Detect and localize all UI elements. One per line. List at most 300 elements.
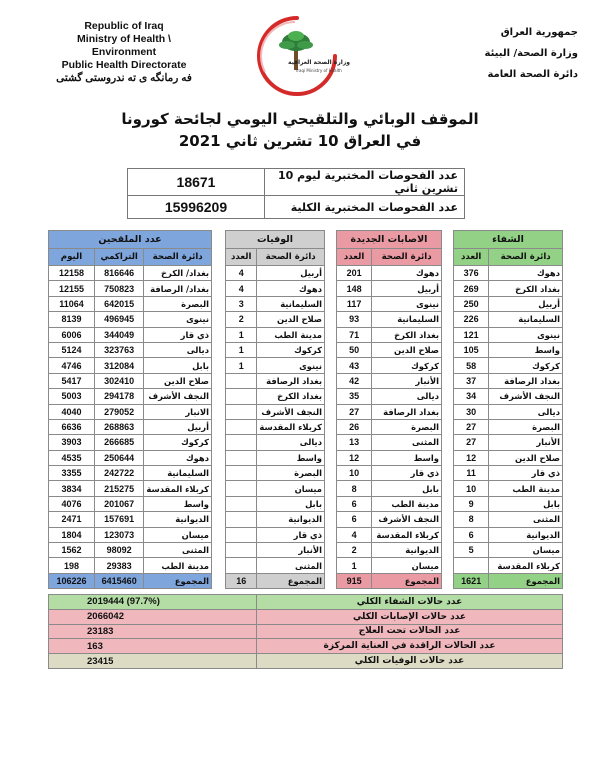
table-row xyxy=(337,266,442,281)
table-row xyxy=(337,435,442,450)
table-row xyxy=(226,435,325,450)
table-row xyxy=(337,404,442,419)
vaccinated-dept-cell: نينوى xyxy=(144,312,212,327)
table-row xyxy=(337,450,442,465)
col-dept: دائرة الصحة xyxy=(257,249,325,266)
recovered-dept-cell: صلاح الدين xyxy=(489,450,563,465)
table-row xyxy=(49,358,212,373)
new-cases-dept-cell: النجف الأشرف xyxy=(372,512,442,527)
new-cases-total-row xyxy=(337,573,442,588)
vaccinated-cumulative-cell: 250644 xyxy=(94,450,143,465)
recovered-dept-cell: بغداد الكرخ xyxy=(489,281,563,296)
vaccinated-cumulative-cell: 642015 xyxy=(94,296,143,311)
table-row xyxy=(226,404,325,419)
new-cases-dept-cell: مدينة الطب xyxy=(372,496,442,511)
new-cases-count-cell: 35 xyxy=(337,389,372,404)
recovered-count-cell: 37 xyxy=(454,373,489,388)
vaccinated-rows xyxy=(49,266,212,574)
vaccinated-cumulative-cell: 215275 xyxy=(94,481,143,496)
recovered-dept-cell: الأنبار xyxy=(489,435,563,450)
table-row xyxy=(337,342,442,357)
recovered-count-cell: 34 xyxy=(454,389,489,404)
table-row xyxy=(49,296,212,311)
col-dept: دائرة الصحة xyxy=(372,249,442,266)
new-cases-count-cell: 93 xyxy=(337,312,372,327)
table-row xyxy=(454,466,563,481)
recovered-dept-cell: كركوك xyxy=(489,358,563,373)
table-row xyxy=(337,312,442,327)
table-row xyxy=(337,389,442,404)
ministry-logo xyxy=(251,12,351,96)
summary-row-recovered xyxy=(49,595,563,610)
col-count: العدد xyxy=(454,249,489,266)
deaths-count-cell: 3 xyxy=(226,296,257,311)
table-row xyxy=(226,342,325,357)
table-row xyxy=(49,404,212,419)
deaths-count-cell: 1 xyxy=(226,342,257,357)
summary-value: 2066042 xyxy=(49,609,257,624)
new-cases-count-cell: 13 xyxy=(337,435,372,450)
new-cases-dept-cell: نينوى xyxy=(372,296,442,311)
vaccinated-today-cell: 12155 xyxy=(49,281,95,296)
col-dept: دائرة الصحة xyxy=(144,249,212,266)
recovered-dept-cell: البصرة xyxy=(489,419,563,434)
vaccinated-today-cell: 11064 xyxy=(49,296,95,311)
deaths-count-cell xyxy=(226,481,257,496)
header-right-line-1: جمهورية العراق xyxy=(500,27,578,38)
vaccinated-cumulative-cell: 123073 xyxy=(94,527,143,542)
recovered-count-cell: 226 xyxy=(454,312,489,327)
summary-row-cases xyxy=(49,609,563,624)
recovered-count-cell: 5 xyxy=(454,543,489,558)
recovered-dept-cell: بابل xyxy=(489,496,563,511)
table-row xyxy=(226,481,325,496)
deaths-count-cell xyxy=(226,389,257,404)
summary-label: عدد حالات الإصابات الكلي xyxy=(257,609,563,624)
table-row xyxy=(337,543,442,558)
table-row xyxy=(226,312,325,327)
new-cases-count-cell: 4 xyxy=(337,527,372,542)
recovered-count-cell: 58 xyxy=(454,358,489,373)
new-cases-dept-cell: دهوك xyxy=(372,266,442,281)
deaths-dept-cell: السليمانية xyxy=(257,296,325,311)
table-row xyxy=(49,512,212,527)
new-cases-dept-cell: أربيل xyxy=(372,281,442,296)
summary-label: عدد حالات الوفيات الكلي xyxy=(257,654,563,669)
table-row xyxy=(337,419,442,434)
recovered-count-cell: 376 xyxy=(454,266,489,281)
total-tests-value: 15996209 xyxy=(128,196,265,219)
table-row xyxy=(49,496,212,511)
table-row xyxy=(49,281,212,296)
new-cases-dept-cell: كربلاء المقدسة xyxy=(372,527,442,542)
deaths-rows xyxy=(226,266,325,574)
summary-value: 2019444 (97.7%) xyxy=(49,595,257,610)
recovered-count-cell: 8 xyxy=(454,512,489,527)
daily-tests-label: عدد الفحوصات المختبرية ليوم 10 تشرين ثاني xyxy=(265,169,465,196)
vaccinated-dept-cell: دهوك xyxy=(144,450,212,465)
vaccinated-dept-cell: بابل xyxy=(144,358,212,373)
table-row xyxy=(454,527,563,542)
table-row xyxy=(49,435,212,450)
new-cases-count-cell: 10 xyxy=(337,466,372,481)
vaccinated-cumulative-cell: 312084 xyxy=(94,358,143,373)
new-cases-dept-cell: الديوانية xyxy=(372,543,442,558)
recovered-dept-cell: أربيل xyxy=(489,296,563,311)
col-today: اليوم xyxy=(49,249,95,266)
table-row xyxy=(49,543,212,558)
deaths-count-cell: 1 xyxy=(226,327,257,342)
recovered-dept-cell: دهوك xyxy=(489,266,563,281)
vaccinated-today-cell: 3355 xyxy=(49,466,95,481)
recovered-count-cell: 105 xyxy=(454,342,489,357)
table-row xyxy=(454,543,563,558)
vaccinated-dept-cell: الديوانية xyxy=(144,512,212,527)
new-cases-title: الاصابات الجديدة xyxy=(337,231,442,249)
vaccinated-today-cell: 4040 xyxy=(49,404,95,419)
recovered-rows xyxy=(454,266,563,574)
new-cases-dept-cell: المثنى xyxy=(372,435,442,450)
recovered-count-cell: 250 xyxy=(454,296,489,311)
deaths-dept-cell: واسط xyxy=(257,450,325,465)
deaths-dept-cell: كربلاء المقدسة xyxy=(257,419,325,434)
recovered-count-cell: 6 xyxy=(454,527,489,542)
vaccinated-table xyxy=(48,230,212,589)
table-row xyxy=(226,266,325,281)
vaccinated-dept-cell: ميسان xyxy=(144,527,212,542)
deaths-count-cell xyxy=(226,466,257,481)
deaths-total: 16 xyxy=(226,573,257,588)
recovered-dept-cell: نينوى xyxy=(489,327,563,342)
new-cases-total-label: المجموع xyxy=(372,573,442,588)
summary-row-icu xyxy=(49,639,563,654)
recovered-count-cell: 10 xyxy=(454,481,489,496)
summary-table xyxy=(48,594,563,669)
header-left-block xyxy=(44,20,204,85)
vaccinated-dept-cell: ديالى xyxy=(144,342,212,357)
table-row xyxy=(49,481,212,496)
vaccinated-total-row xyxy=(49,573,212,588)
deaths-title: الوفيات xyxy=(226,231,325,249)
deaths-count-cell: 4 xyxy=(226,281,257,296)
new-cases-dept-cell: بغداد الكرخ xyxy=(372,327,442,342)
recovered-dept-cell: ميسان xyxy=(489,543,563,558)
table-row xyxy=(226,558,325,573)
new-cases-count-cell: 201 xyxy=(337,266,372,281)
table-row xyxy=(49,342,212,357)
total-tests-row xyxy=(128,196,465,219)
deaths-count-cell xyxy=(226,512,257,527)
vaccinated-dept-cell: مدينة الطب xyxy=(144,558,212,573)
summary-label: عدد الحالات الراقدة في العناية المركزة xyxy=(257,639,563,654)
vaccinated-title: عدد الملقحين xyxy=(49,231,212,249)
vaccinated-dept-cell: النجف الأشرف xyxy=(144,389,212,404)
new-cases-dept-cell: الأنبار xyxy=(372,373,442,388)
new-cases-dept-cell: السليمانية xyxy=(372,312,442,327)
deaths-count-cell xyxy=(226,419,257,434)
table-row xyxy=(454,512,563,527)
recovered-count-cell: 121 xyxy=(454,327,489,342)
vaccinated-today-cell: 5003 xyxy=(49,389,95,404)
summary-value: 23183 xyxy=(49,624,257,639)
daily-tests-value: 18671 xyxy=(128,169,265,196)
table-row xyxy=(49,327,212,342)
vaccinated-total-cum: 6415460 xyxy=(94,573,143,588)
recovered-total: 1621 xyxy=(454,573,489,588)
recovered-count-cell: 11 xyxy=(454,466,489,481)
vaccinated-dept-cell: ذي قار xyxy=(144,327,212,342)
table-row xyxy=(337,512,442,527)
recovered-dept-cell: ديالى xyxy=(489,404,563,419)
vaccinated-dept-cell: الانبار xyxy=(144,404,212,419)
header-left-line-4: فه رمانگه ى ته ندروستى گشتى xyxy=(56,72,192,84)
recovered-dept-cell: بغداد الرصافة xyxy=(489,373,563,388)
table-row xyxy=(226,358,325,373)
table-row xyxy=(454,435,563,450)
vaccinated-dept-cell: كركوك xyxy=(144,435,212,450)
summary-row-under-treatment xyxy=(49,624,563,639)
summary-label: عدد الحالات تحت العلاج xyxy=(257,624,563,639)
recovered-dept-cell: السليمانية xyxy=(489,312,563,327)
vaccinated-today-cell: 4076 xyxy=(49,496,95,511)
table-row xyxy=(454,281,563,296)
deaths-dept-cell: البصرة xyxy=(257,466,325,481)
recovered-total-row xyxy=(454,573,563,588)
new-cases-dept-cell: البصرة xyxy=(372,419,442,434)
vaccinated-cumulative-cell: 201067 xyxy=(94,496,143,511)
vaccinated-today-cell: 5417 xyxy=(49,373,95,388)
vaccinated-cumulative-cell: 496945 xyxy=(94,312,143,327)
recovered-dept-cell: ذي قار xyxy=(489,466,563,481)
vaccinated-today-cell: 6006 xyxy=(49,327,95,342)
vaccinated-cumulative-cell: 268863 xyxy=(94,419,143,434)
vaccinated-cumulative-cell: 344049 xyxy=(94,327,143,342)
recovered-dept-cell: الديوانية xyxy=(489,527,563,542)
vaccinated-cumulative-cell: 302410 xyxy=(94,373,143,388)
new-cases-count-cell: 71 xyxy=(337,327,372,342)
vaccinated-cumulative-cell: 242722 xyxy=(94,466,143,481)
vaccinated-today-cell: 8139 xyxy=(49,312,95,327)
vaccinated-today-cell: 12158 xyxy=(49,266,95,281)
table-row xyxy=(454,558,563,573)
table-row xyxy=(226,543,325,558)
vaccinated-today-cell: 4535 xyxy=(49,450,95,465)
table-row xyxy=(337,281,442,296)
vaccinated-dept-cell: البصرة xyxy=(144,296,212,311)
vaccinated-dept-cell: صلاح الدين xyxy=(144,373,212,388)
deaths-count-cell xyxy=(226,527,257,542)
new-cases-count-cell: 43 xyxy=(337,358,372,373)
summary-label: عدد حالات الشفاء الكلي xyxy=(257,595,563,610)
table-row xyxy=(226,296,325,311)
logo-subtext: Iraqi Ministry of Health xyxy=(296,68,342,73)
deaths-dept-cell: بغداد الكرخ xyxy=(257,389,325,404)
new-cases-count-cell: 42 xyxy=(337,373,372,388)
header-right-line-3: دائرة الصحة العامة xyxy=(487,69,578,80)
deaths-dept-cell: صلاح الدين xyxy=(257,312,325,327)
table-row xyxy=(454,266,563,281)
deaths-count-cell xyxy=(226,404,257,419)
table-row xyxy=(226,527,325,542)
vaccinated-dept-cell: السليمانية xyxy=(144,466,212,481)
deaths-dept-cell: النجف الأشرف xyxy=(257,404,325,419)
table-row xyxy=(337,373,442,388)
new-cases-count-cell: 27 xyxy=(337,404,372,419)
col-dept: دائرة الصحة xyxy=(489,249,563,266)
vaccinated-today-cell: 3834 xyxy=(49,481,95,496)
vaccinated-cumulative-cell: 294178 xyxy=(94,389,143,404)
table-row xyxy=(49,312,212,327)
new-cases-count-cell: 8 xyxy=(337,481,372,496)
vaccinated-today-cell: 1804 xyxy=(49,527,95,542)
summary-value: 23415 xyxy=(49,654,257,669)
deaths-dept-cell: كركوك xyxy=(257,342,325,357)
new-cases-dept-cell: ديالى xyxy=(372,389,442,404)
table-row xyxy=(226,281,325,296)
new-cases-dept-cell: صلاح الدين xyxy=(372,342,442,357)
new-cases-dept-cell: ذي قار xyxy=(372,466,442,481)
new-cases-dept-cell: واسط xyxy=(372,450,442,465)
deaths-dept-cell: بغداد الرصافة xyxy=(257,373,325,388)
deaths-dept-cell: مدينة الطب xyxy=(257,327,325,342)
vaccinated-cumulative-cell: 98092 xyxy=(94,543,143,558)
new-cases-count-cell: 6 xyxy=(337,512,372,527)
table-row xyxy=(226,327,325,342)
recovered-dept-cell: مدينة الطب xyxy=(489,481,563,496)
report-title: الموقف الوبائي والتلقيحي اليومي لجائحة كورونا xyxy=(121,110,479,128)
table-row xyxy=(454,450,563,465)
vaccinated-today-cell: 5124 xyxy=(49,342,95,357)
table-row xyxy=(337,327,442,342)
table-row xyxy=(454,496,563,511)
vaccinated-today-cell: 4746 xyxy=(49,358,95,373)
deaths-dept-cell: دهوك xyxy=(257,281,325,296)
table-row xyxy=(337,481,442,496)
new-cases-dept-cell: بابل xyxy=(372,481,442,496)
deaths-dept-cell: ميسان xyxy=(257,481,325,496)
table-row xyxy=(226,512,325,527)
new-cases-count-cell: 2 xyxy=(337,543,372,558)
recovered-count-cell: 9 xyxy=(454,496,489,511)
table-row xyxy=(49,450,212,465)
new-cases-count-cell: 6 xyxy=(337,496,372,511)
table-row xyxy=(337,358,442,373)
table-row xyxy=(454,481,563,496)
table-row xyxy=(49,466,212,481)
vaccinated-cumulative-cell: 816646 xyxy=(94,266,143,281)
deaths-dept-cell: المثنى xyxy=(257,558,325,573)
table-row xyxy=(226,373,325,388)
vaccinated-total-today: 106226 xyxy=(49,573,95,588)
recovered-count-cell: 27 xyxy=(454,435,489,450)
recovered-dept-cell: واسط xyxy=(489,342,563,357)
table-row xyxy=(337,558,442,573)
header-right-line-2: وزارة الصحة/ البيئة xyxy=(484,48,578,59)
deaths-table xyxy=(225,230,325,589)
table-row xyxy=(49,558,212,573)
deaths-count-cell xyxy=(226,496,257,511)
new-cases-rows xyxy=(337,266,442,574)
header-right-block xyxy=(438,22,578,85)
table-row xyxy=(337,496,442,511)
deaths-dept-cell: بابل xyxy=(257,496,325,511)
recovered-dept-cell: النجف الأشرف xyxy=(489,389,563,404)
table-row xyxy=(454,373,563,388)
vaccinated-dept-cell: بغداد/ الرصافة xyxy=(144,281,212,296)
table-row xyxy=(337,466,442,481)
table-row xyxy=(454,327,563,342)
recovered-count-cell: 27 xyxy=(454,419,489,434)
header-left-line-1: Republic of Iraq xyxy=(84,20,164,32)
deaths-count-cell xyxy=(226,450,257,465)
vaccinated-today-cell: 198 xyxy=(49,558,95,573)
recovered-count-cell: 30 xyxy=(454,404,489,419)
new-cases-table xyxy=(336,230,442,589)
table-row xyxy=(454,389,563,404)
table-row xyxy=(49,373,212,388)
vaccinated-cumulative-cell: 157691 xyxy=(94,512,143,527)
table-row xyxy=(337,296,442,311)
deaths-count-cell: 1 xyxy=(226,358,257,373)
recovered-dept-cell: المثنى xyxy=(489,512,563,527)
table-row xyxy=(49,419,212,434)
header-left-line-2: Ministry of Health \ Environment xyxy=(77,33,171,58)
deaths-count-cell xyxy=(226,558,257,573)
deaths-count-cell xyxy=(226,435,257,450)
deaths-count-cell: 4 xyxy=(226,266,257,281)
deaths-dept-cell: الديوانية xyxy=(257,512,325,527)
table-row xyxy=(454,419,563,434)
vaccinated-dept-cell: المثنى xyxy=(144,543,212,558)
new-cases-count-cell: 26 xyxy=(337,419,372,434)
table-row xyxy=(337,527,442,542)
vaccinated-cumulative-cell: 266685 xyxy=(94,435,143,450)
col-count: العدد xyxy=(337,249,372,266)
deaths-count-cell xyxy=(226,373,257,388)
deaths-dept-cell: ذي قار xyxy=(257,527,325,542)
recovered-count-cell: 12 xyxy=(454,450,489,465)
table-row xyxy=(454,358,563,373)
table-row xyxy=(226,389,325,404)
table-row xyxy=(49,527,212,542)
new-cases-count-cell: 1 xyxy=(337,558,372,573)
vaccinated-dept-cell: واسط xyxy=(144,496,212,511)
table-row xyxy=(49,266,212,281)
new-cases-total: 915 xyxy=(337,573,372,588)
col-cumulative: التراكمي xyxy=(94,249,143,266)
new-cases-dept-cell: كركوك xyxy=(372,358,442,373)
vaccinated-cumulative-cell: 750823 xyxy=(94,281,143,296)
summary-value: 163 xyxy=(49,639,257,654)
vaccinated-dept-cell: أربيل xyxy=(144,419,212,434)
vaccinated-total-label: المجموع xyxy=(144,573,212,588)
table-row xyxy=(454,342,563,357)
lab-tests-table xyxy=(127,168,465,219)
table-row xyxy=(49,389,212,404)
recovered-count-cell: 269 xyxy=(454,281,489,296)
table-row xyxy=(454,404,563,419)
vaccinated-dept-cell: كربلاء المقدسة xyxy=(144,481,212,496)
new-cases-count-cell: 148 xyxy=(337,281,372,296)
deaths-dept-cell: أربيل xyxy=(257,266,325,281)
header-left-line-3: Public Health Directorate xyxy=(61,59,187,71)
vaccinated-today-cell: 3903 xyxy=(49,435,95,450)
table-row xyxy=(226,419,325,434)
col-count: العدد xyxy=(226,249,257,266)
summary-row-deaths xyxy=(49,654,563,669)
deaths-dept-cell: ديالى xyxy=(257,435,325,450)
recovered-count-cell xyxy=(454,558,489,573)
